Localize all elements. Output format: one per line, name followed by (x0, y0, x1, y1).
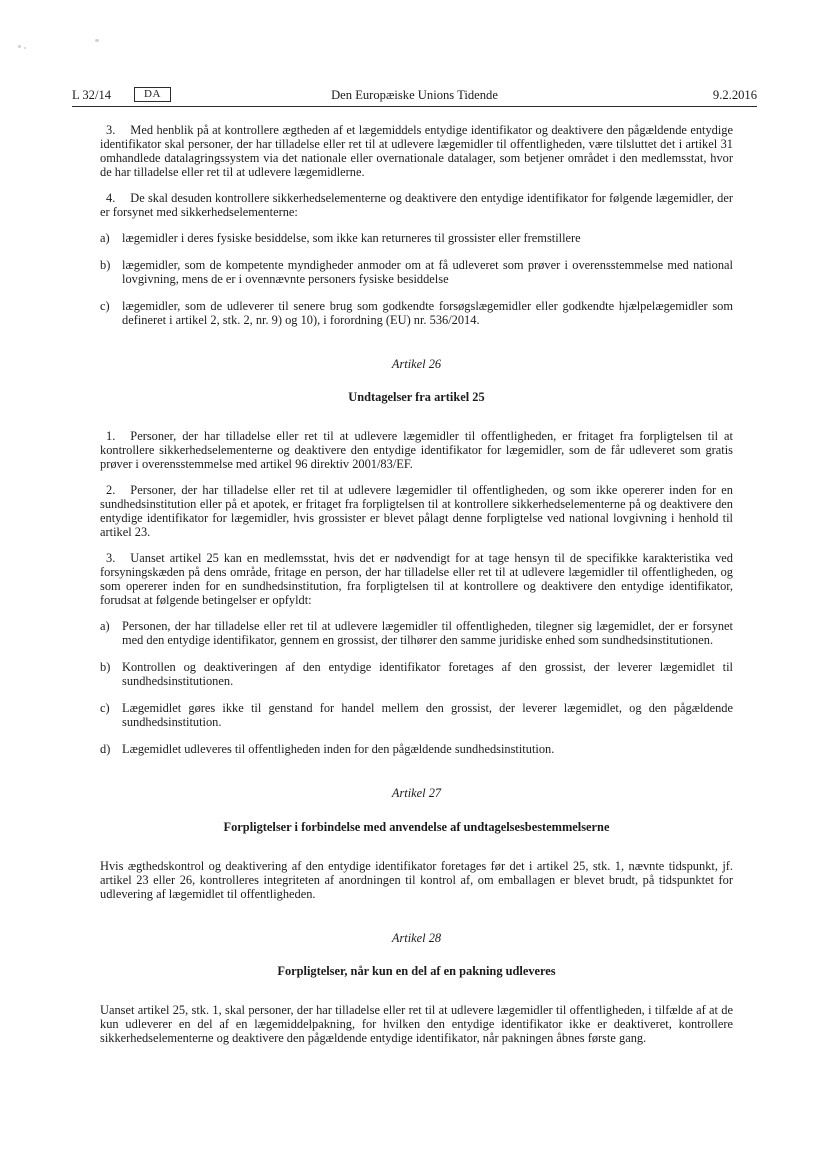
list-marker: c) (100, 701, 110, 716)
scan-artifact (95, 39, 99, 42)
list-marker: b) (100, 258, 111, 273)
list-item (100, 619, 733, 647)
list-item-text: lægemidler, som de udleverer til senere brug som godkendte forsøgslægemidler eller godkendte hjælpelægemidler som defineret i artikel 2, stk. 2, nr. 9) og 10), i forordning (EU) nr. 536/2014. (122, 299, 733, 328)
paragraph-text: Med henblik på at kontrollere ægtheden af et lægemiddels entydige identifikator og deaktivere den pågældende entydige identifikator skal personer, der har tilladelse eller ret til at udlevere lægemidler til offentligheden, være tilsluttet det i artikel 31 omhandlede datalagringssystem via det nationale eller overnationale datalager, som betjener området i den medlemsstat, hvor de har tilladelse eller ret til at udlevere lægemidlerne. (100, 123, 733, 180)
list-marker: d) (100, 742, 111, 757)
paragraph-number: 1. (106, 429, 116, 444)
paragraph-number: 2. (106, 483, 116, 498)
list-item (100, 742, 733, 756)
list-item-text: lægemidler i deres fysiske besiddelse, som ikke kan returneres til grossister eller fremstillere (122, 231, 581, 246)
paragraph (100, 191, 733, 219)
scan-artifact (24, 47, 26, 49)
paragraph-number: 3. (106, 551, 116, 566)
list-marker: b) (100, 660, 111, 675)
paragraph-number: 3. (106, 123, 116, 137)
list-item-text: lægemidler, som de kompetente myndigheder anmoder om at få udleveret som prøver i overensstemmelse med national lovgivning, mens de er i ovennævnte personers fysiske besiddelse (122, 258, 733, 287)
paragraph-text: De skal desuden kontrollere sikkerhedselementerne og deaktivere den entydige identifikator for følgende lægemidler, der er forsynet med sikkerhedselementerne: (100, 191, 733, 220)
journal-title: Den Europæiske Unions Tidende (331, 88, 498, 102)
list-marker: c) (100, 299, 110, 314)
paragraph-number: 4. (106, 191, 116, 206)
paragraph-text: Uanset artikel 25 kan en medlemsstat, hvis det er nødvendigt for at tage hensyn til de specifikke karakteristika ved forsyningskæden på dens område, fritage en person, der har tilladelse eller ret til at udlevere lægemidler til offentligheden, og som opererer inden for en sundhedsinstitution, fra forpligtelsen til at kontrollere og deaktivere den entydige identifikator, forudsat at følgende betingelser er opfyldt: (100, 551, 733, 608)
list-item-text: Kontrollen og deaktiveringen af den entydige identifikator foretages af den grossist, der leverer lægemidlet til sundhedsinstitutionen. (122, 660, 733, 689)
list-item-text: Lægemidlet udleveres til offentligheden inden for den pågældende sundhedsinstitution. (122, 742, 555, 757)
list-item (100, 701, 733, 729)
paragraph-text: Personer, der har tilladelse eller ret til at udlevere lægemidler til offentligheden, og som ikke opererer inden for en sundhedsinstitution eller på et apotek, er fritaget fra forpligtelsen til at kontrollere sikkerhedselementerne på og deaktivere den entydige identifikator for lægemidler, hvis grossister er blevet pålagt denne forpligtelse ved national lovgivning i henhold til artikel 23. (100, 483, 733, 540)
paragraph: Hvis ægthedskontrol og deaktivering af den entydige identifikator foretages før det i artikel 25, stk. 1, nævnte tidspunkt, jf. artikel 23 eller 26, kontrolleres integriteten af anordningen til kontrol af, om emballagen er blevet brudt, på tidspunktet for udlevering af lægemidlet til offentligheden. (100, 858, 733, 901)
list-item-text: Lægemidlet gøres ikke til genstand for handel mellem den grossist, der leverer lægemidlet, og den pågældende sundhedsinstitution. (122, 701, 733, 730)
paragraph (100, 123, 733, 179)
article-heading: Artikel 26 (391, 357, 442, 372)
paragraph: Uanset artikel 25, stk. 1, skal personer, der har tilladelse eller ret til at udlevere lægemidler til offentligheden, i tilfælde af at de kun udleverer en del af en lægemiddelpakning, for hvilken den entydige identifikator ikke er deaktiveret, kontrollere sikkerhedselementerne og deaktivere den pågældende entydige identifikator, når pakningen åbnes første gang. (100, 1002, 733, 1045)
list-item (100, 299, 733, 327)
section-title: Forpligtelser, når kun en del af en pakning udleveres (277, 963, 556, 978)
list-marker: a) (100, 231, 110, 246)
article-heading: Artikel 27 (391, 786, 442, 801)
list-item-text: Personen, der har tilladelse eller ret til at udlevere lægemidler til offentligheden, tilegner sig lægemidlet, der er forsynet med den entydige identifikator, gennem en grossist, der tilhører den samme juridiske enhed som sundhedsinstitutionen. (122, 619, 733, 648)
list-marker: a) (100, 619, 110, 634)
article-heading: Artikel 28 (391, 930, 442, 945)
list-item (100, 231, 733, 245)
page-reference: L 32/14 (72, 88, 112, 102)
page-header (72, 88, 757, 104)
paragraph (100, 483, 733, 539)
paragraph-text: Personer, der har tilladelse eller ret til at udlevere lægemidler til offentligheden, er fritaget fra forpligtelsen til at kontrollere sikkerhedselementerne og deaktivere den entydige identifikator for lægemidler, som de får udleveret som gratis prøver i overensstemmelse med artikel 96 direktiv 2001/83/EF. (100, 429, 733, 472)
paragraph (100, 429, 733, 471)
list-item (100, 258, 733, 286)
document-content (100, 123, 733, 1057)
section-title: Undtagelser fra artikel 25 (348, 390, 485, 405)
header-rule (72, 106, 757, 107)
paragraph (100, 551, 733, 607)
list-item (100, 660, 733, 688)
language-code-box: DA (134, 87, 171, 102)
section-title: Forpligtelser i forbindelse med anvendelse af undtagelsesbestemmelserne (223, 819, 610, 834)
scan-artifact (18, 45, 21, 48)
page-date: 9.2.2016 (712, 88, 757, 102)
